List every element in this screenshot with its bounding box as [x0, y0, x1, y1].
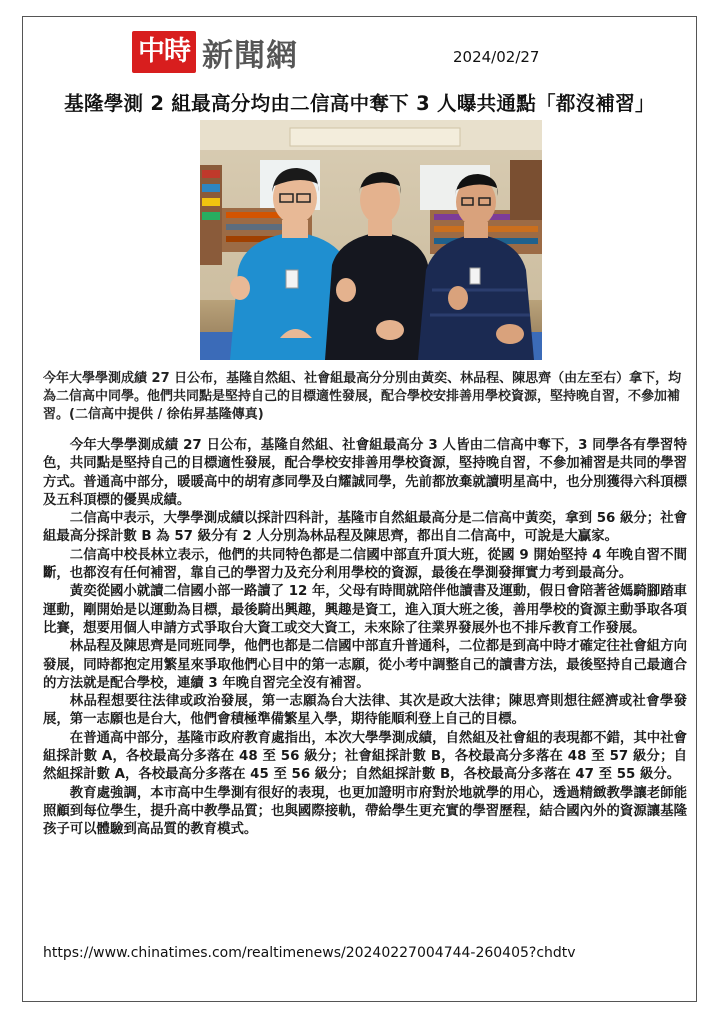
article-paragraph: 林品程及陳思齊是同班同學，他們也都是二信國中部直升普通科，二位都是到高中時才確定往社會組方向發展，同時都抱定用繁星來爭取他們心目中的第一志願，從小考中調整自己的讀書方法，最後堅持自己最適合的方法就是配合學校，連續 3 年晚自習完全沒有補習。: [43, 639, 687, 691]
publish-date: 2024/02/27: [453, 48, 540, 66]
chinatimes-logo[interactable]: [132, 30, 298, 74]
article-photo: [200, 120, 542, 360]
article-body: [43, 437, 687, 840]
article-paragraph: 二信高中表示，大學學測成績以採計四科計，基隆市自然組最高分是二信高中黃奕，拿到 56 級分；社會組最高分採計數 B 為 57 級分有 2 人分別為林品程及陳思齊，都出自二信高中，可說是大贏家。: [43, 511, 687, 545]
group-photo-icon: [200, 120, 542, 360]
photo-caption: 今年大學學測成績 27 日公布，基隆自然組、社會組最高分分別由黃奕、林品程、陳思齊（由左至右）拿下，均為二信高中同學。他們共同點是堅持自己的目標適性發展，配合學校安排善用學校資源，堅持晚自習，不參加補習。(二信高中提供 / 徐佑昇基隆傳真): [43, 371, 682, 422]
article-paragraph: 在普通高中部分，基隆市政府教育處指出，本次大學學測成績，自然組及社會組的表現都不錯，其中社會組採計數 A，各校最高分多落在 48 至 56 級分；社會組採計數 B，各校最高分多落在 48 至 57 級分；自然組採計數 A，各校最高分多落在 45 至 56 級分；自然組採計數 B，各校最高分多落在 47 至 55 級分。: [43, 730, 687, 783]
article-paragraph: 教育處強調，本市高中生學測有很好的表現，也更加證明市府對於地就學的用心，透過精緻教學讓老師能照顧到每位學生，提升高中教學品質；也與國際接軌，帶給學生更充實的學習歷程，結合國內外的資源讓基隆孩子可以體驗到高品質的教育模式。: [43, 785, 687, 838]
article-paragraph: 黃奕從國小就讀二信國小部一路讀了 12 年，父母有時間就陪伴他讀書及運動，假日會陪著爸媽騎腳踏車運動，剛開始是以運動為目標，最後騎出興趣，興趣是資工，進入頂大班之後，善用學校的資源主動爭取各項比賽，想要用個人申請方式爭取台大資工或交大資工，未來除了往業界發展外也不排斥教育工作發展。: [43, 584, 687, 636]
source-url-link[interactable]: https://www.chinatimes.com/realtimenews/20240227004744-260405?chdtv: [43, 945, 576, 961]
article-paragraph: 林品程想要往法律或政治發展，第一志願為台大法律、其次是政大法律；陳思齊則想往經濟或社會學發展，第一志願也是台大，他們會積極準備繁星入學，期待能順利登上自己的目標。: [43, 694, 687, 728]
article-paragraph: 二信高中校長林立表示，他們的共同特色都是二信國中部直升頂大班，從國 9 開始堅持 4 年晚自習不間斷，也都沒有任何補習，靠自己的學習力及充分利用學校的資源，最後在學測發揮實力考到最高分。: [43, 547, 687, 582]
logo-name: 新聞網: [202, 37, 298, 74]
article-headline: 基隆學測 2 組最高分均由二信高中奪下 3 人曝共通點「都沒補習」: [64, 92, 655, 115]
article-paragraph: 今年大學學測成績 27 日公布，基隆自然組、社會組最高分 3 人皆由二信高中奪下，3 同學各有學習特色，共同點是堅持自己的目標適性發展，配合學校安排善用學校資源，堅持晚自習，不參加補習是共同的學習方式。普通高中部分，暖暖高中的胡宥彥同學及白耀誠同學，先前都放棄就讀明星高中，也分別獲得六科頂標及五科頂標的優異成績。: [43, 438, 687, 508]
logo-brand: 中時: [132, 31, 196, 73]
